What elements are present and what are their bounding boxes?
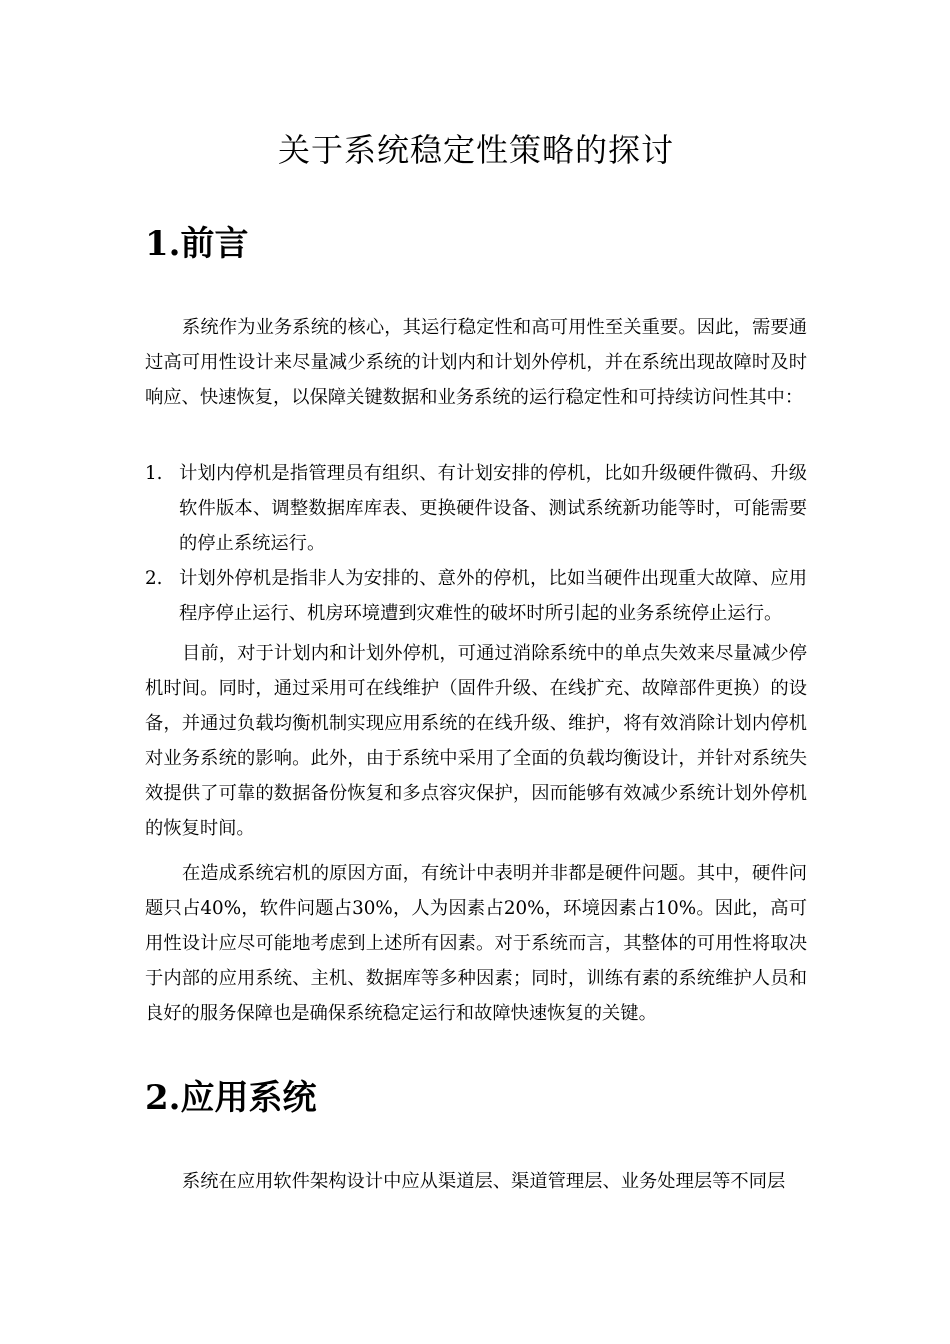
list-item: [145, 456, 807, 561]
list-item-text: 计划内停机是指管理员有组织、有计划安排的停机，比如升级硬件微码、升级软件版本、调整数据库库表、更换硬件设备、测试系统新功能等时，可能需要的停止系统运行。: [179, 463, 807, 554]
section-heading-application-system: 2.应用系统: [145, 1078, 317, 1118]
downtime-mitigation-paragraph: 目前，对于计划内和计划外停机，可通过消除系统中的单点失效来尽量减少停机时间。同时，通过采用可在线维护（固件升级、在线扩充、故障部件更换）的设备，并通过负载均衡机制实现应用系统的在线升级、维护，将有效消除计划内停机对业务系统的影响。此外，由于系统中采用了全面的负载均衡设计，并针对系统失效提供了可靠的数据备份恢复和多点容灾保护，因而能够有效减少系统计划外停机的恢复时间。: [145, 643, 807, 839]
downtime-type-list: [145, 456, 807, 631]
document-title: 关于系统稳定性策略的探讨: [277, 131, 674, 169]
list-item-text: 计划外停机是指非人为安排的、意外的停机，比如当硬件出现重大故障、应用程序停止运行、机房环境遭到灾难性的破坏时所引起的业务系统停止运行。: [179, 568, 807, 624]
failure-causes-paragraph: 在造成系统宕机的原因方面，有统计中表明并非都是硬件问题。其中，硬件问题只占40%，软件问题占30%，人为因素占20%，环境因素占10%。因此，高可用性设计应尽可能地考虑到上述所有因素。对于系统而言，其整体的可用性将取决于内部的应用系统、主机、数据库等多种因素；同时，训练有素的系统维护人员和良好的服务保障也是确保系统稳定运行和故障快速恢复的关键。: [145, 863, 807, 1024]
section-heading-preface: 1.前言: [145, 224, 249, 264]
application-system-intro-paragraph: 系统在应用软件架构设计中应从渠道层、渠道管理层、业务处理层等不同层: [182, 1171, 786, 1192]
list-item: [145, 561, 807, 631]
list-item-number: 1.: [145, 463, 163, 484]
list-item-number: 2.: [145, 568, 163, 589]
preface-intro-paragraph: 系统作为业务系统的核心，其运行稳定性和高可用性至关重要。因此，需要通过高可用性设计来尽量减少系统的计划内和计划外停机，并在系统出现故障时及时响应、快速恢复，以保障关键数据和业务系统的运行稳定性和可持续访问性其中：: [145, 317, 807, 408]
